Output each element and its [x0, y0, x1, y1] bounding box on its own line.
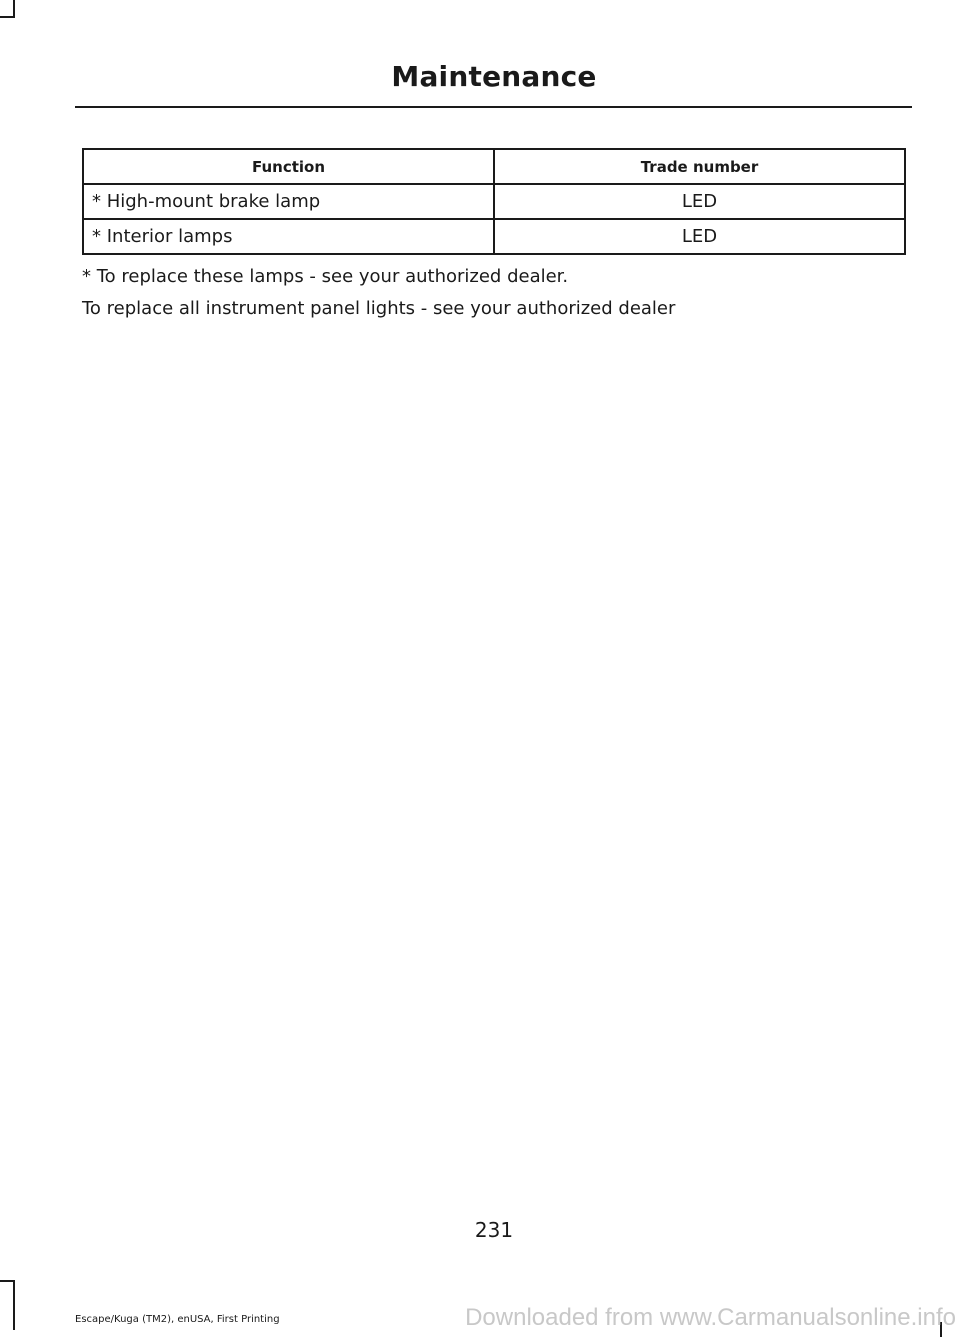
instrument-panel-note: To replace all instrument panel lights - see your authorized dealer	[82, 298, 676, 319]
bulb-spec-table	[82, 148, 906, 255]
crop-mark-top-left-horizontal	[0, 16, 15, 18]
page-number: 231	[474, 1218, 514, 1242]
crop-mark-bottom-left-horizontal	[0, 1280, 15, 1282]
column-header-function: Function	[83, 149, 494, 184]
column-header-trade-number: Trade number	[494, 149, 905, 184]
function-cell: * Interior lamps	[83, 219, 494, 254]
page-title: Maintenance	[391, 60, 597, 93]
function-cell: * High-mount brake lamp	[83, 184, 494, 219]
table-row	[83, 219, 905, 254]
trade-number-cell: LED	[494, 219, 905, 254]
trade-number-cell: LED	[494, 184, 905, 219]
table-row	[83, 184, 905, 219]
footnote-dealer: * To replace these lamps - see your authorized dealer.	[82, 266, 569, 287]
edition-footer: Escape/Kuga (TM2), enUSA, First Printing	[75, 1314, 280, 1325]
table-header-row	[83, 149, 905, 184]
crop-mark-top-left-vertical	[13, 0, 15, 16]
crop-mark-bottom-left-vertical	[13, 1280, 15, 1330]
watermark-logo: Downloaded from www.Carmanualsonline.info	[465, 1304, 956, 1331]
title-divider	[75, 106, 912, 108]
